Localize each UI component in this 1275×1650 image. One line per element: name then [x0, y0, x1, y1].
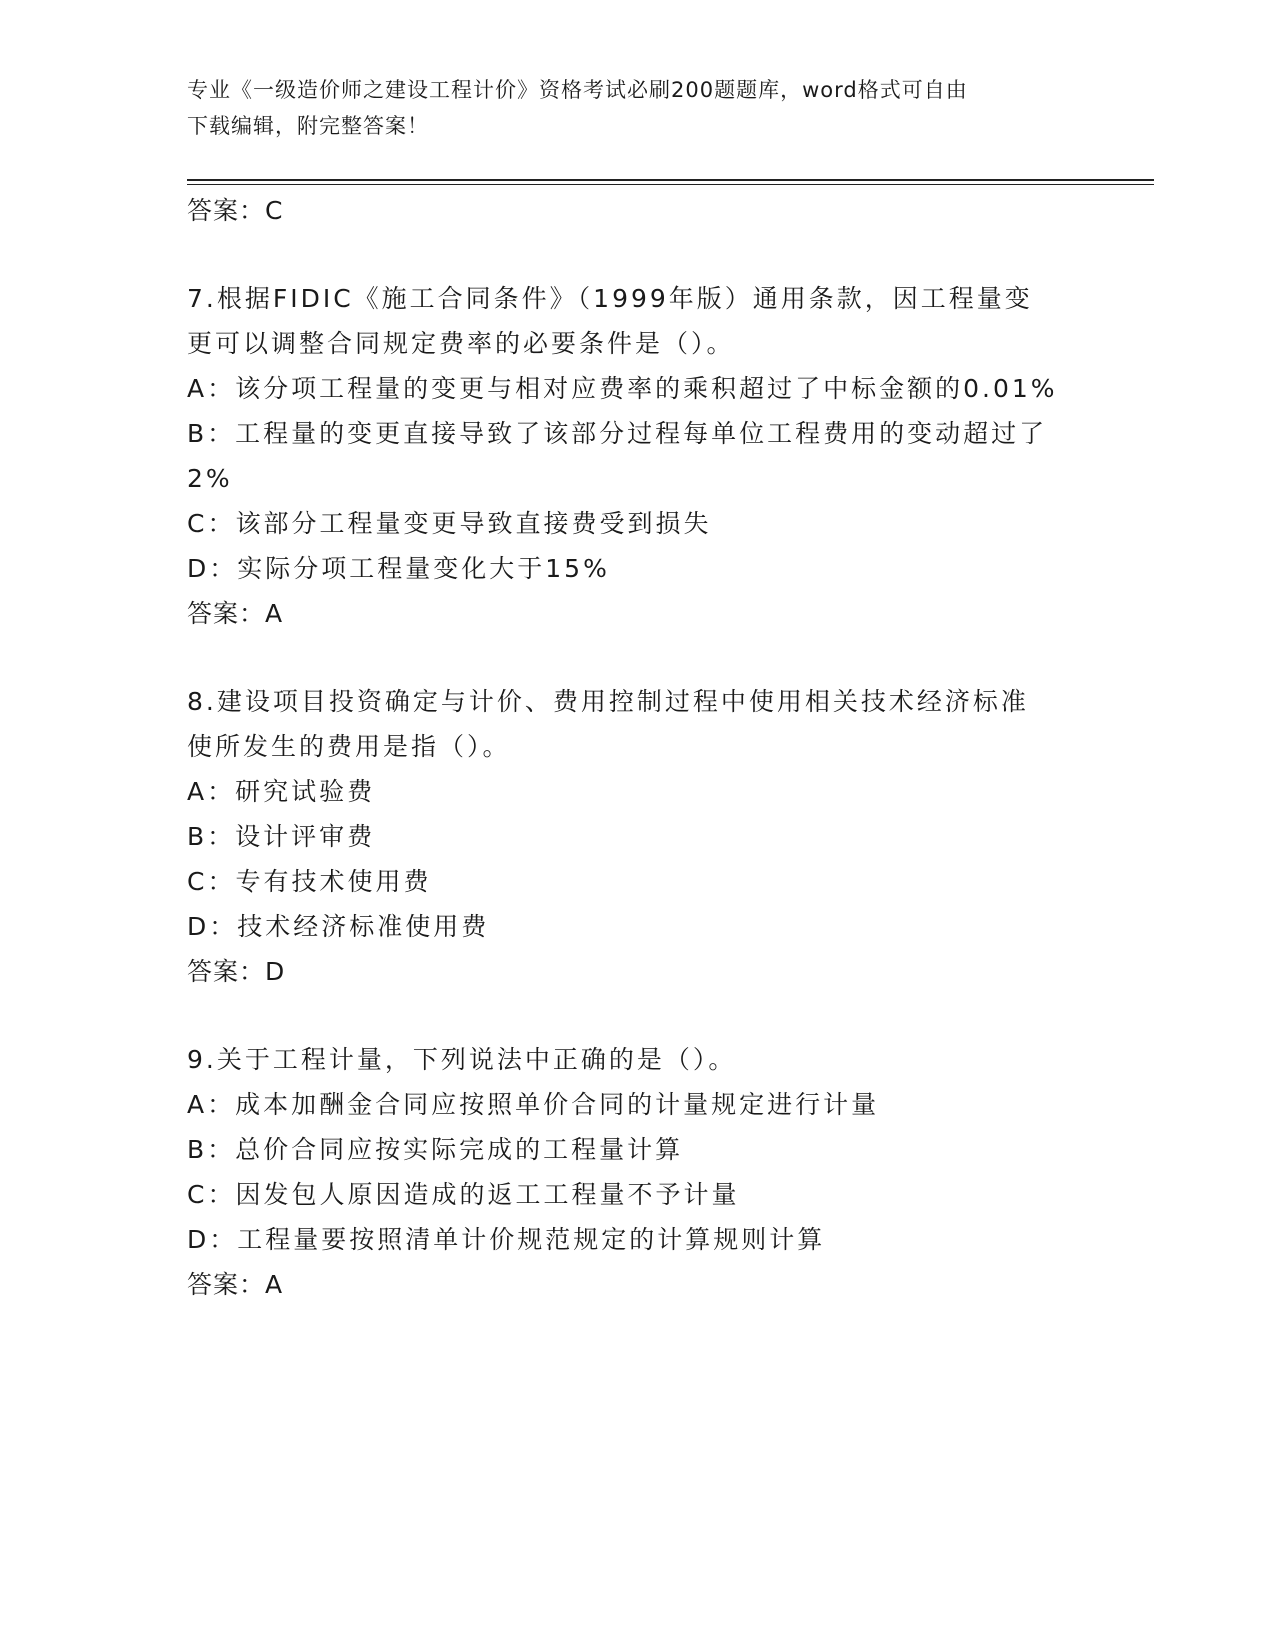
answer-line: 答案：A — [187, 599, 284, 628]
option-b: 2% — [187, 464, 233, 493]
question-stem: 9.关于工程计量，下列说法中正确的是（）。 — [187, 1045, 737, 1074]
option-b: B：设计评审费 — [187, 822, 376, 851]
question-stem: 7.根据FIDIC《施工合同条件》（1999年版）通用条款，因工程量变 — [187, 284, 1033, 313]
option-b: B：总价合同应按实际完成的工程量计算 — [187, 1135, 684, 1164]
option-c: C：因发包人原因造成的返工工程量不予计量 — [187, 1180, 740, 1209]
option-b: B：工程量的变更直接导致了该部分过程每单位工程费用的变动超过了 — [187, 419, 1048, 448]
question-8 — [187, 679, 1087, 995]
page-header — [187, 72, 1067, 144]
answer-line: 答案：D — [187, 957, 286, 986]
answer-line: 答案：C — [187, 196, 284, 225]
question-stem: 8.建设项目投资确定与计价、费用控制过程中使用相关技术经济标准 — [187, 687, 1029, 716]
option-c: C：该部分工程量变更导致直接费受到损失 — [187, 509, 712, 538]
spacer — [187, 234, 1087, 276]
header-line-1: 专业《一级造价师之建设工程计价》资格考试必刷200题题库，word格式可自由 — [187, 78, 968, 102]
option-d: D：实际分项工程量变化大于15% — [187, 554, 610, 583]
header-line-2: 下载编辑，附完整答案！ — [187, 114, 429, 138]
spacer — [187, 637, 1087, 679]
option-c: C：专有技术使用费 — [187, 867, 432, 896]
question-stem: 更可以调整合同规定费率的必要条件是（）。 — [187, 329, 735, 358]
option-d: D：技术经济标准使用费 — [187, 912, 490, 941]
question-7 — [187, 276, 1087, 637]
option-a: A：研究试验费 — [187, 777, 376, 806]
answer-line: 答案：A — [187, 1270, 284, 1299]
option-a: A：该分项工程量的变更与相对应费率的乘积超过了中标金额的0.01% — [187, 374, 1058, 403]
document-body — [187, 188, 1087, 1308]
spacer — [187, 995, 1087, 1037]
header-divider — [187, 179, 1154, 185]
option-a: A：成本加酬金合同应按照单价合同的计量规定进行计量 — [187, 1090, 880, 1119]
question-9 — [187, 1037, 1087, 1308]
option-d: D：工程量要按照清单计价规范规定的计算规则计算 — [187, 1225, 826, 1254]
question-stem: 使所发生的费用是指（）。 — [187, 732, 511, 761]
